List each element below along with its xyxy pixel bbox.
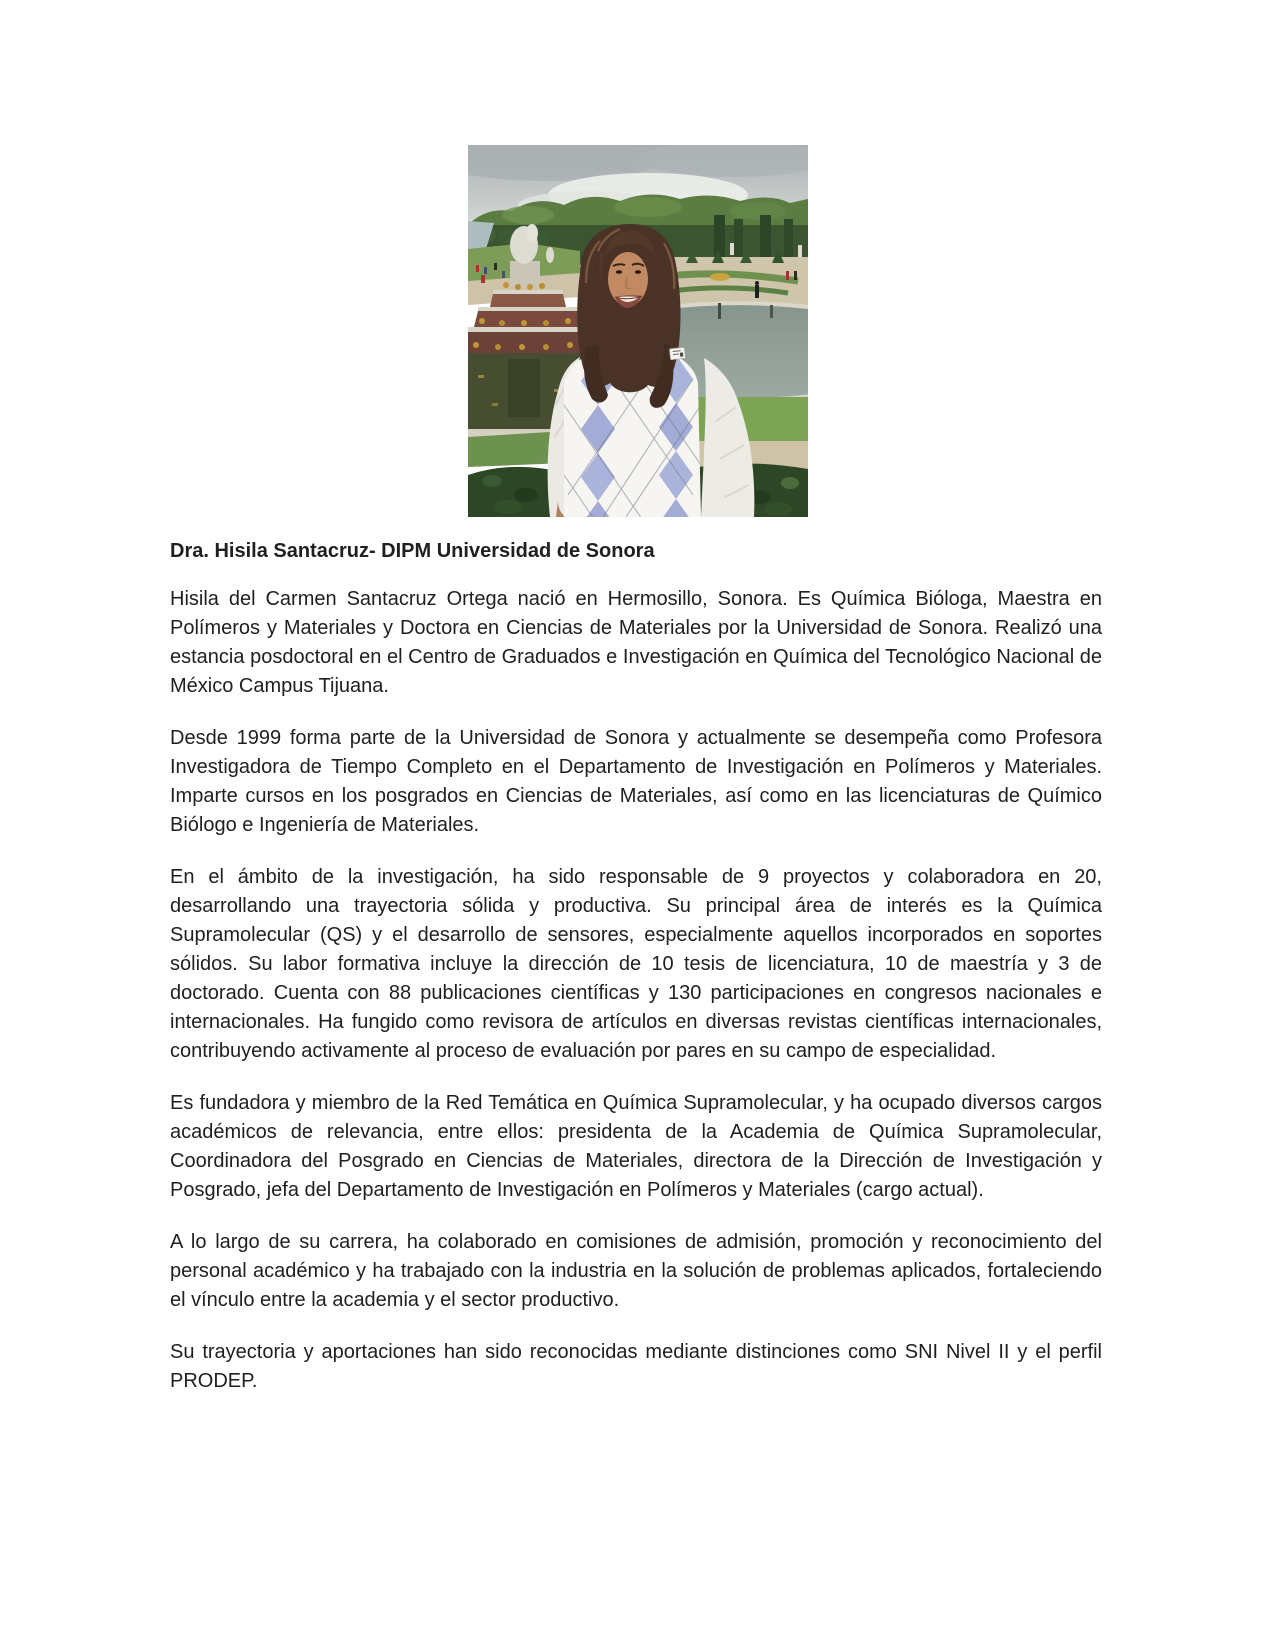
paragraph-roles: Es fundadora y miembro de la Red Temática en Química Supramolecular, y ha ocupado diversos cargos académicos de relevancia, entre ellos: presidenta de la Academia de Química Supramolecular, Coordinadora del Posgrado en Ciencias de Materiales, directora de la Dirección de Investigación y Posgrado, jefa del Departamento de Investigación en Polímeros y Materiales (cargo actual). bbox=[170, 1092, 1102, 1201]
paragraph-position: Desde 1999 forma parte de la Universidad de Sonora y actualmente se desempeña como Profesora Investigadora de Tiempo Completo en el Departamento de Investigación en Polímeros y Materiales. Imparte cursos en los posgrados en Ciencias de Materiales, así como en las licenciaturas de Químico Biólogo e Ingeniería de Materiales. bbox=[170, 727, 1102, 836]
document-body bbox=[170, 537, 1102, 1419]
versailles-garden-photo-illustration bbox=[468, 145, 808, 517]
portrait-photo bbox=[468, 145, 808, 517]
paragraph-career: A lo largo de su carrera, ha colaborado en comisiones de admisión, promoción y reconocimiento del personal académico y ha trabajado con la industria en la solución de problemas aplicados, fortaleciendo el vínculo entre la academia y el sector productivo. bbox=[170, 1231, 1102, 1311]
paragraph-research: En el ámbito de la investigación, ha sido responsable de 9 proyectos y colaboradora en 20, desarrollando una trayectoria sólida y productiva. Su principal área de interés es la Química Supramolecular (QS) y el desarrollo de sensores, especialmente aquellos incorporados en soportes sólidos. Su labor formativa incluye la dirección de 10 tesis de licenciatura, 10 de maestría y 3 de doctorado. Cuenta con 88 publicaciones científicas y 130 participaciones en congresos nacionales e internacionales. Ha fungido como revisora de artículos en diversas revistas científicas internacionales, contribuyendo activamente al proceso de evaluación por pares en su campo de especialidad. bbox=[170, 866, 1102, 1062]
paragraph-bio-origin: Hisila del Carmen Santacruz Ortega nació en Hermosillo, Sonora. Es Química Bióloga, Maestra en Polímeros y Materiales y Doctora en Ciencias de Materiales por la Universidad de Sonora. Realizó una estancia posdoctoral en el Centro de Graduados e Investigación en Química del Tecnológico Nacional de México Campus Tijuana. bbox=[170, 588, 1102, 697]
paragraph-distinctions: Su trayectoria y aportaciones han sido reconocidas mediante distinciones como SNI Nivel II y el perfil PRODEP. bbox=[170, 1341, 1102, 1392]
page-title: Dra. Hisila Santacruz- DIPM Universidad de Sonora bbox=[170, 540, 655, 562]
